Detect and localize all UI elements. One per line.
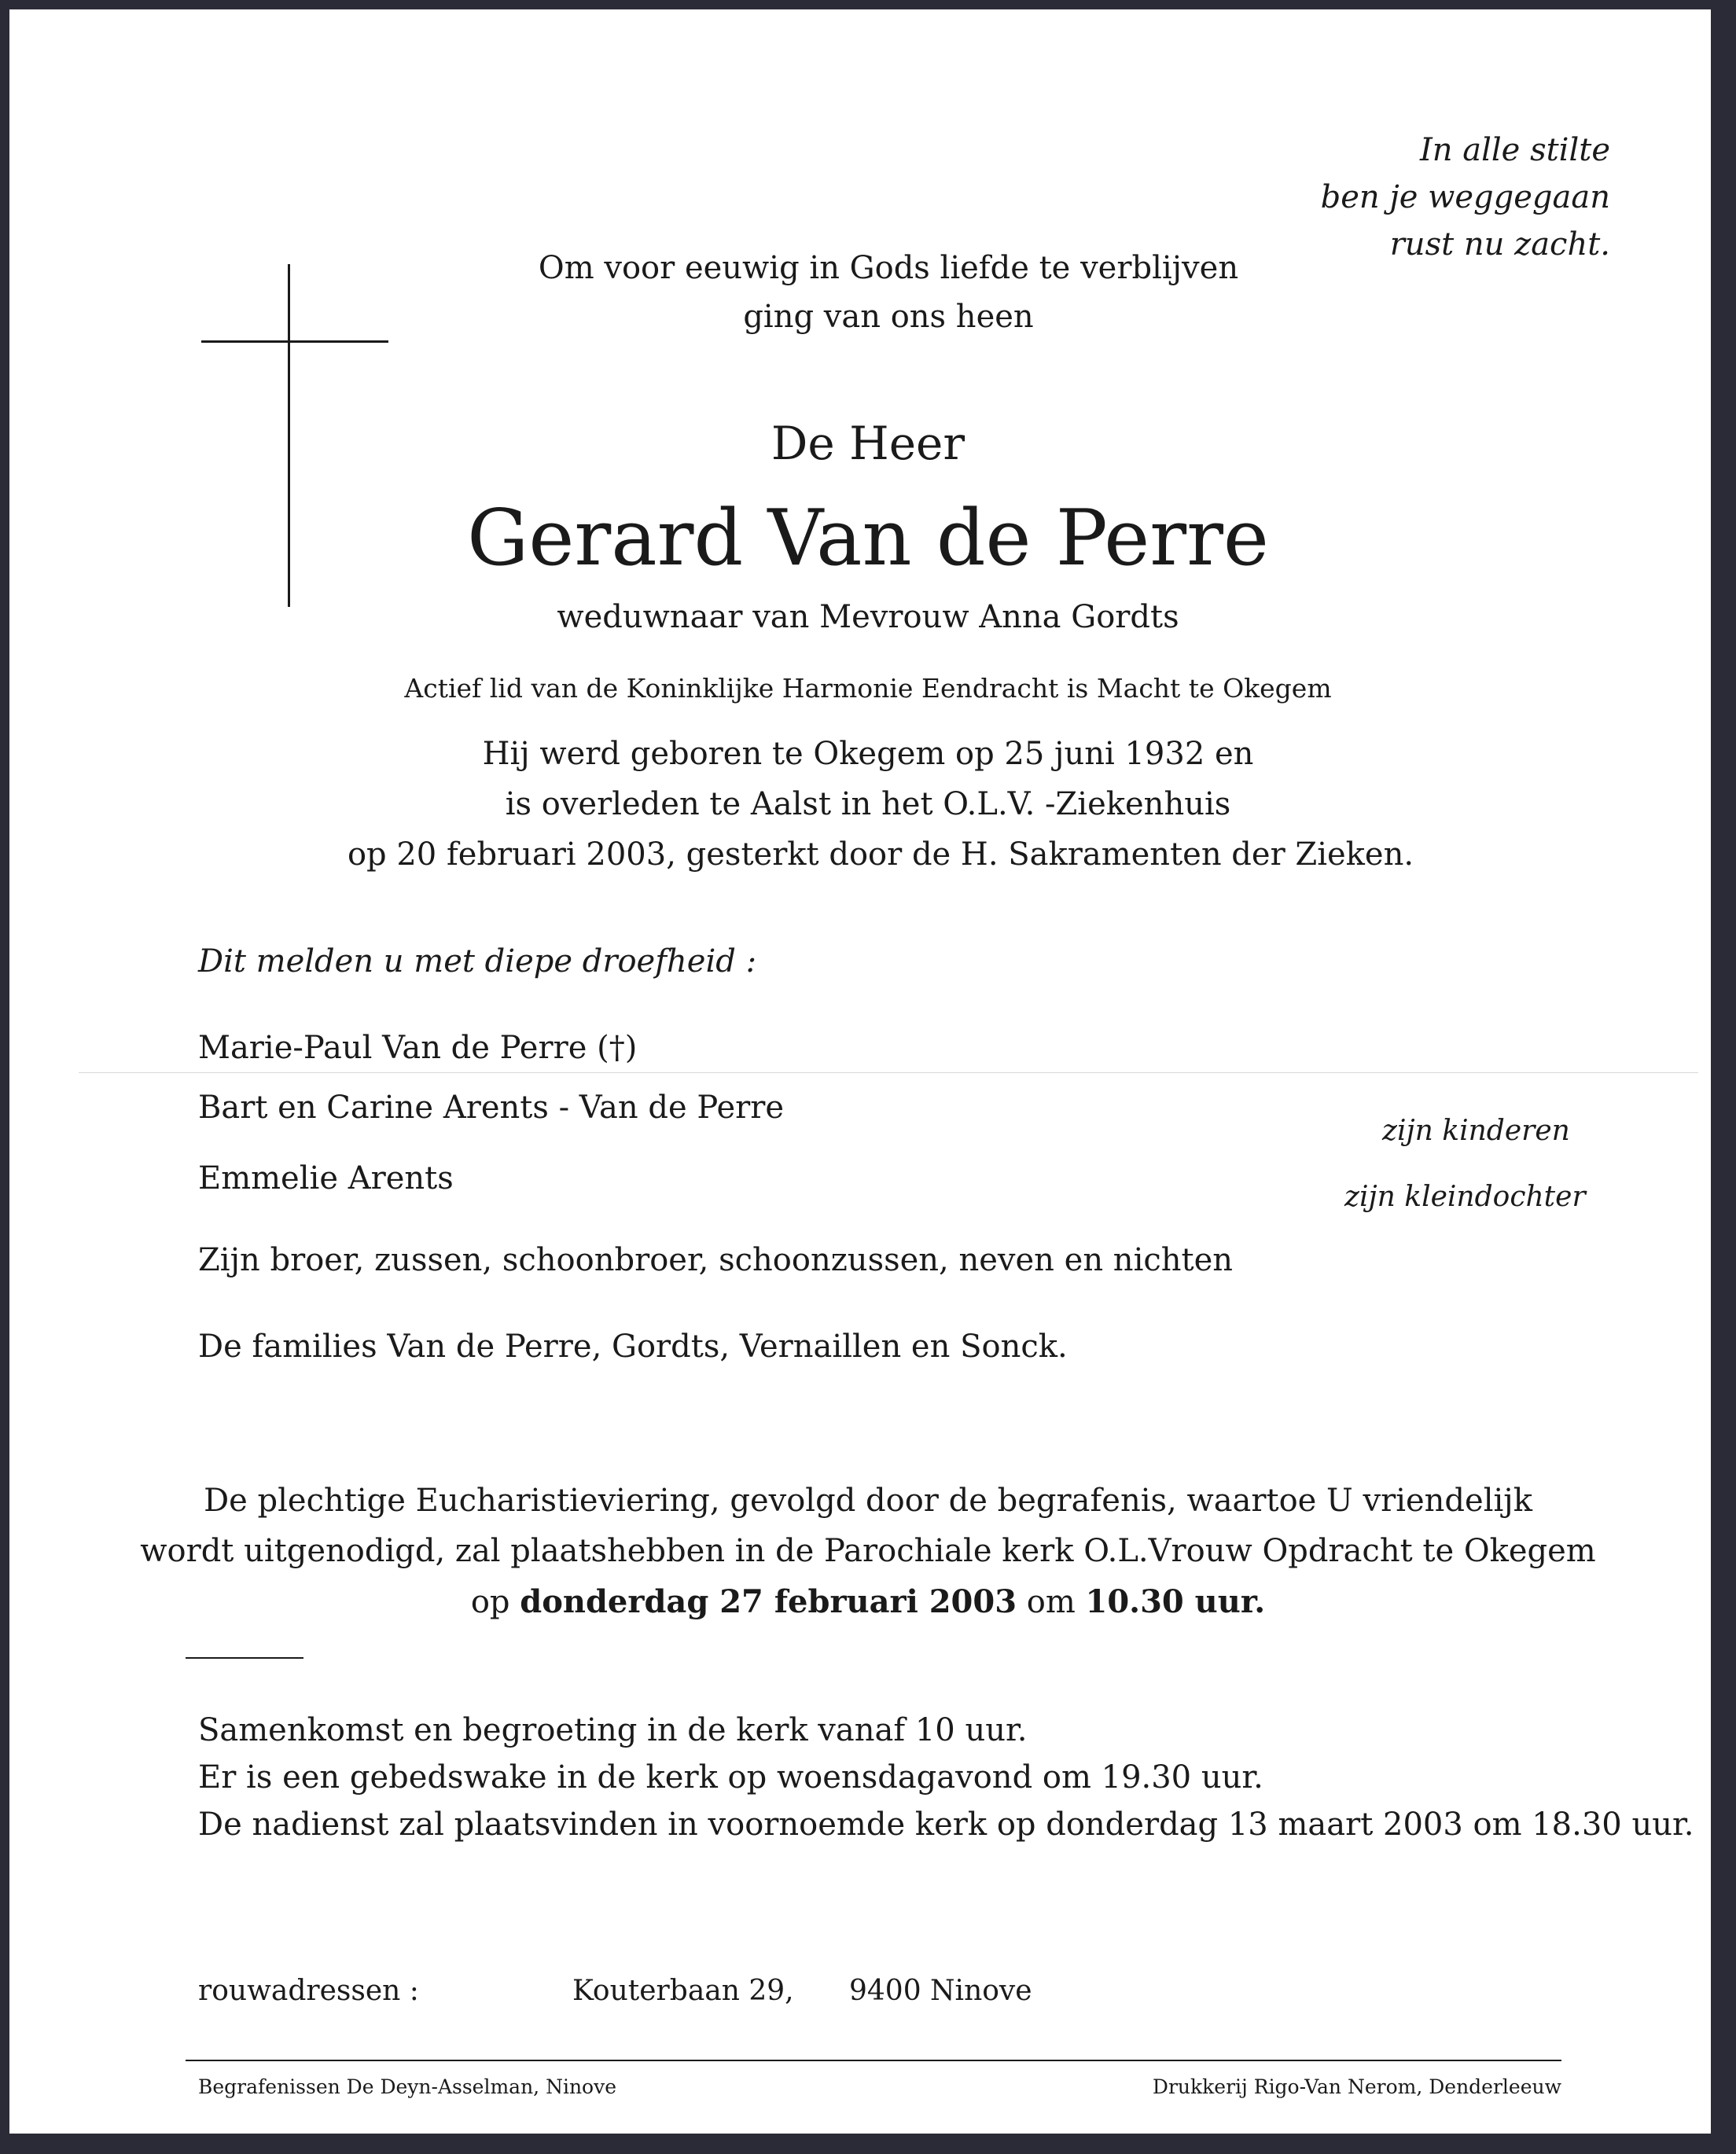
fold-line [79, 1072, 1698, 1073]
footer-printer: Drukkerij Rigo-Van Nerom, Denderleeuw [1152, 2075, 1561, 2098]
poem-line-2: ben je weggegaan [1320, 179, 1610, 215]
address-label: rouwadressen : [198, 1975, 419, 2007]
footer-rule [186, 2060, 1561, 2061]
ceremony-date: donderdag 27 februari 2003 [520, 1583, 1017, 1620]
deceased-name: Gerard Van de Perre [467, 494, 1269, 583]
ceremony-line-2: wordt uitgenodigd, zal plaatshebben in de Parochiale kerk O.L.Vrouw Opdracht te Okegem [140, 1533, 1596, 1569]
address-street: Kouterbaan 29, [572, 1975, 794, 2007]
mourner-4: Zijn broer, zussen, schoonbroer, schoonzussen, neven en nichten [198, 1242, 1234, 1278]
mourner-2: Bart en Carine Arents - Van de Perre [198, 1090, 785, 1126]
bio-line-2: is overleden te Aalst in het O.L.V. -Ziekenhuis [505, 786, 1231, 822]
address-city: 9400 Ninove [849, 1975, 1032, 2007]
bio-line-1: Hij werd geboren te Okegem op 25 juni 1932 en [482, 736, 1254, 772]
ceremony-line-1: De plechtige Eucharistieviering, gevolgd door de begrafenis, waartoe U vriendelijk [204, 1483, 1532, 1519]
ceremony-time: 10.30 uur. [1085, 1583, 1266, 1620]
mourner-5: De families Van de Perre, Gordts, Vernaillen en Sonck. [198, 1329, 1068, 1365]
mourner-3: Emmelie Arents [198, 1160, 454, 1196]
poem-line-3: rust nu zacht. [1389, 226, 1610, 263]
relation-granddaughter: zijn kleindochter [1344, 1181, 1586, 1213]
note-1: Samenkomst en begroeting in de kerk vanaf 10 uur. [198, 1712, 1028, 1748]
divider-short [186, 1657, 303, 1659]
honorific: De Heer [771, 417, 965, 470]
announce-line: Dit melden u met diepe droefheid : [198, 943, 757, 980]
relation-children: zijn kinderen [1382, 1115, 1570, 1147]
note-3: De nadienst zal plaatsvinden in voornoemde kerk op donderdag 13 maart 2003 om 18.30 uur. [198, 1807, 1694, 1843]
footer-undertaker: Begrafenissen De Deyn-Asselman, Ninove [198, 2075, 617, 2098]
note-2: Er is een gebedswake in de kerk op woensdagavond om 19.30 uur. [198, 1759, 1263, 1796]
mourner-1: Marie-Paul Van de Perre (†) [198, 1030, 638, 1066]
bio-line-3: op 20 februari 2003, gesterkt door de H. Sakramenten der Zieken. [347, 836, 1414, 873]
ceremony-prefix: op [470, 1584, 520, 1620]
spouse-line: weduwnaar van Mevrouw Anna Gordts [557, 599, 1179, 635]
ceremony-mid: om [1017, 1584, 1086, 1620]
membership-line: Actief lid van de Koninklijke Harmonie Eendracht is Macht te Okegem [404, 673, 1332, 704]
poem-line-1: In alle stilte [1419, 132, 1610, 168]
intro-line-1: Om voor eeuwig in Gods liefde te verblijven [538, 250, 1239, 286]
ceremony-line-3 [0, 1583, 1736, 1620]
intro-line-2: ging van ons heen [743, 299, 1034, 335]
cross-icon-bar [201, 340, 388, 343]
